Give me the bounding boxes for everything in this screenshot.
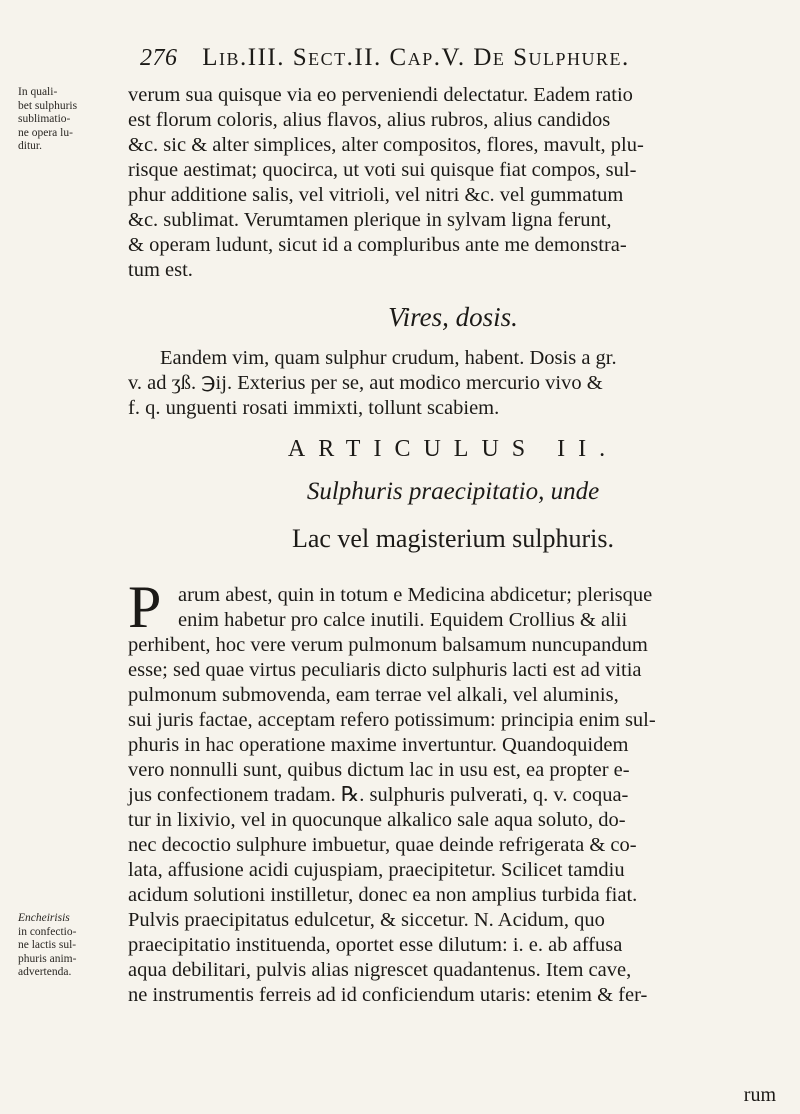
text-line: arum abest, quin in totum e Medicina abdicetur; plerisque: [178, 584, 653, 606]
text-line: sui juris factae, acceptam refero potissimum: principia enim sul-: [128, 709, 656, 731]
text-line: ne instrumentis ferreis ad id conficiendum utaris: etenim & fer-: [128, 984, 648, 1006]
text-line: acidum solutioni instilletur, donec ea non amplius turbida fiat.: [128, 884, 638, 906]
margin-note-line: advertenda.: [18, 966, 72, 978]
article-subtitle-italic: Sulphuris praecipitatio, unde: [306, 478, 600, 505]
margin-note-line: ne lactis sul-: [18, 939, 77, 951]
text-line: risque aestimat; quocirca, ut voti sui quisque fiat compos, sul-: [128, 159, 637, 181]
running-header: [140, 44, 780, 72]
text-line: pulmonum submovenda, eam terrae vel alkali, vel aluminis,: [128, 684, 619, 706]
text-line: est florum coloris, alius flavos, alius rubros, alius candidos: [128, 109, 611, 131]
page-number: 276: [140, 45, 178, 71]
text-line: lata, affusione acidi cujuspiam, praecipitetur. Scilicet tamdiu: [128, 859, 625, 881]
section-heading-vires: Vires, dosis.: [388, 302, 518, 332]
article-subtitle: Lac vel magisterium sulphuris.: [291, 524, 615, 553]
text-line: phuris in hac operatione maxime invertuntur. Quandoquidem: [128, 734, 629, 756]
margin-note-line: Encheirisis: [18, 912, 70, 924]
text-line: Eandem vim, quam sulphur crudum, habent. Dosis a gr.: [160, 347, 617, 369]
catchword: rum: [743, 1084, 776, 1106]
text-line: enim habetur pro calce inutili. Equidem Crollius & alii: [178, 609, 628, 631]
margin-note-line: sublimatio-: [18, 113, 71, 125]
drop-cap: P: [128, 574, 162, 640]
paragraph-vires: [128, 346, 778, 421]
text-line: tum est.: [128, 259, 193, 281]
margin-note-line: In quali-: [18, 86, 58, 98]
paragraph-lead: [178, 583, 778, 633]
text-line: f. q. unguenti rosati immixti, tollunt scabiem.: [128, 397, 500, 419]
article-heading: ARTICULUS II.: [287, 436, 619, 462]
text-line: Pulvis praecipitatus edulcetur, & siccetur. N. Acidum, quo: [128, 909, 605, 931]
text-line: nec decoctio sulphure imbuetur, quae deinde refrigerata & co-: [128, 834, 637, 856]
text-line: v. ad ʒß. ℈ij. Exterius per se, aut modico mercurio vivo &: [128, 372, 603, 394]
text-line: aqua debilitari, pulvis alias nigrescet quadantenus. Item cave,: [128, 959, 632, 981]
text-line: perhibent, hoc vere verum pulmonum balsamum nuncupandum: [128, 634, 648, 656]
text-line: vero nonnulli sunt, quibus dictum lac in usu est, ea propter e-: [128, 759, 630, 781]
text-line: phur additione salis, vel vitrioli, vel nitri &c. vel gummatum: [128, 184, 624, 206]
text-line: tur in lixivio, vel in quocunque alkalico sale aqua soluto, do-: [128, 809, 626, 831]
text-line: & operam ludunt, sicut id a compluribus ante me demonstra-: [128, 234, 627, 256]
running-title: Lib.III. Sect.II. Cap.V. De Sulphure.: [202, 44, 630, 71]
margin-note-line: phuris anim-: [18, 952, 77, 965]
text-line: jus confectionem tradam. ℞. sulphuris pulverati, q. v. coqua-: [128, 784, 629, 806]
margin-note-line: bet sulphuris: [18, 99, 78, 112]
paragraph-lac-sulphuris: [128, 633, 778, 1008]
margin-note-encheirisis: [18, 912, 90, 980]
text-line: verum sua quisque via eo perveniendi delectatur. Eadem ratio: [128, 84, 633, 106]
text-line: &c. sublimat. Verumtamen plerique in sylvam ligna ferunt,: [128, 209, 612, 231]
paragraph-flowers: [128, 83, 778, 283]
margin-note-sublimation: [18, 86, 90, 154]
margin-note-line: in confectio-: [18, 925, 77, 938]
margin-note-line: ne opera lu-: [18, 126, 73, 139]
text-line: esse; sed quae virtus peculiaris dicto sulphuris lacti est ad vitia: [128, 659, 642, 681]
text-line: &c. sic & alter simplices, alter compositos, flores, mavult, plu-: [128, 134, 644, 156]
margin-note-line: ditur.: [18, 140, 42, 152]
text-line: praecipitatio instituenda, oportet esse dilutum: i. e. ab affusa: [128, 934, 623, 956]
